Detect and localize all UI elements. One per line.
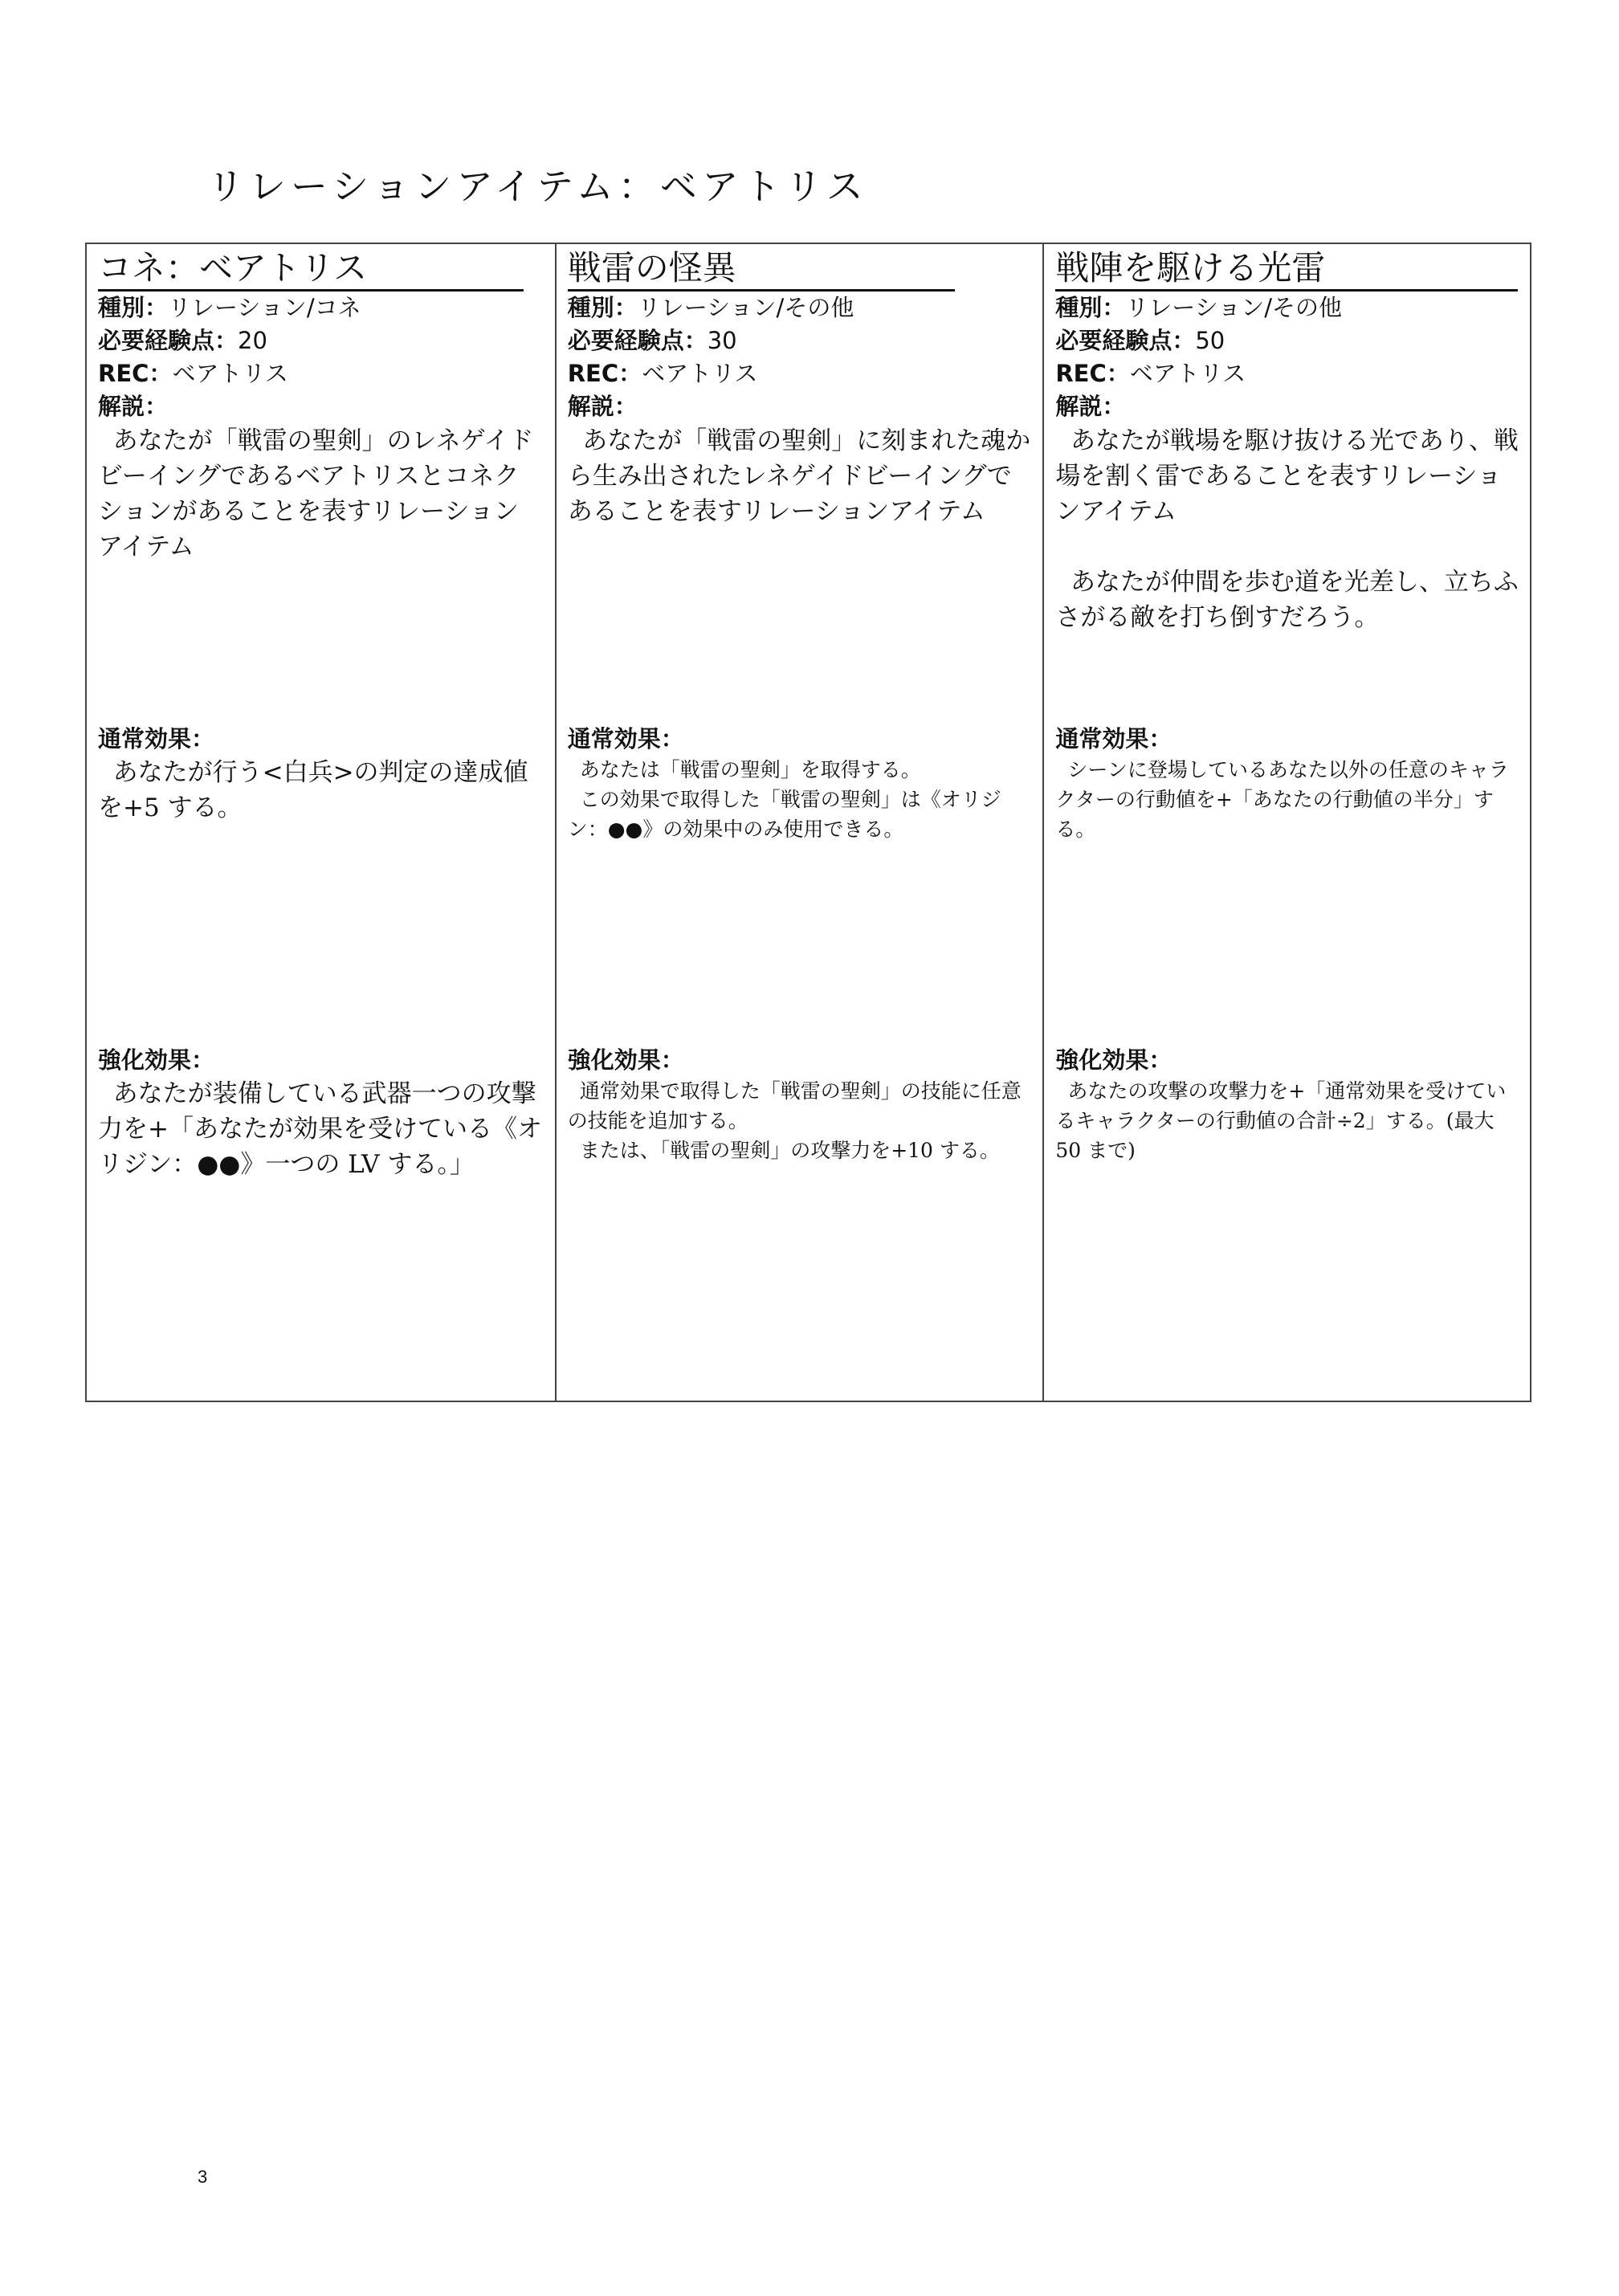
item-card-beatrice-connection bbox=[87, 244, 555, 1401]
item-rec: REC：ベアトリス bbox=[1055, 360, 1246, 387]
item-rec: REC：ベアトリス bbox=[567, 360, 758, 387]
item-xp: 必要経験点：30 bbox=[567, 327, 737, 354]
normal-effect-label: 通常効果： bbox=[98, 725, 215, 752]
page-title: リレーションアイテム：ベアトリス bbox=[207, 165, 868, 208]
normal-effect-text: この効果で取得した「戦雷の聖剣」は《オリジン：●●》の効果中のみ使用できる。 bbox=[567, 788, 1001, 841]
enhanced-effect-text: または、「戦雷の聖剣」の攻撃力を+10 する。 bbox=[579, 1139, 1000, 1162]
item-description: あなたが「戦雷の聖剣」に刻まれた魂から生み出されたレネゲイドビーイングであることを表すリレーションアイテム bbox=[567, 426, 1031, 526]
item-xp: 必要経験点：20 bbox=[98, 327, 267, 354]
enhanced-effect-section bbox=[1055, 1044, 1519, 1165]
item-card-senjin-kourai bbox=[1042, 244, 1530, 1401]
enhanced-effect-text: 通常効果で取得した「戦雷の聖剣」の技能に任意の技能を追加する。 bbox=[567, 1079, 1022, 1132]
enhanced-effect-section bbox=[98, 1044, 544, 1182]
item-desc-label: 解説： bbox=[1055, 393, 1126, 420]
enhanced-effect-section bbox=[568, 1044, 1032, 1165]
enhanced-effect-text: あなたが装備している武器一つの攻撃力を+「あなたが効果を受けている《オリジン：●●》一つの LV する。」 bbox=[98, 1079, 542, 1179]
page-number: 3 bbox=[198, 2167, 208, 2187]
paragraph-gap bbox=[1055, 529, 1519, 565]
normal-effect-section bbox=[568, 723, 1032, 844]
enhanced-effect-label: 強化効果： bbox=[98, 1046, 215, 1074]
item-name: 戦雷の怪異 bbox=[568, 247, 955, 292]
item-name: コネ：ベアトリス bbox=[98, 247, 524, 292]
enhanced-effect-text: あなたの攻撃の攻撃力を+「通常効果を受けているキャラクターの行動値の合計÷2」する。(最大 50 まで) bbox=[1055, 1079, 1507, 1162]
normal-effect-label: 通常効果： bbox=[567, 725, 684, 752]
item-rec: REC：ベアトリス bbox=[98, 360, 288, 387]
enhanced-effect-label: 強化効果： bbox=[1055, 1046, 1172, 1074]
item-description: あなたが「戦雷の聖剣」のレネゲイドビーイングであるベアトリスとコネクションがあることを表すリレーションアイテム bbox=[98, 426, 534, 561]
normal-effect-section bbox=[98, 723, 544, 826]
normal-effect-label: 通常効果： bbox=[1055, 725, 1172, 752]
normal-effect-text: シーンに登場しているあなた以外の任意のキャラクターの行動値を+「あなたの行動値の半分」する。 bbox=[1055, 758, 1509, 841]
item-name: 戦陣を駆ける光雷 bbox=[1055, 247, 1518, 292]
item-type: 種別：リレーション/その他 bbox=[567, 294, 854, 321]
item-type: 種別：リレーション/その他 bbox=[1055, 294, 1342, 321]
normal-effect-section bbox=[1055, 723, 1519, 844]
item-desc-label: 解説： bbox=[567, 393, 638, 420]
item-xp: 必要経験点：50 bbox=[1055, 327, 1225, 354]
item-desc-label: 解説： bbox=[98, 393, 169, 420]
item-type: 種別：リレーション/コネ bbox=[98, 294, 361, 321]
enhanced-effect-label: 強化効果： bbox=[567, 1046, 684, 1074]
normal-effect-text: あなたが行う<白兵>の判定の達成値を+5 する。 bbox=[98, 758, 528, 822]
item-description: あなたが戦場を駆け抜ける光であり、戦場を割く雷であることを表すリレーションアイテム bbox=[1055, 426, 1519, 526]
item-card-senrai-kaii bbox=[555, 244, 1043, 1401]
item-description: あなたが仲間を歩む道を光差し、立ちふさがる敵を打ち倒すだろう。 bbox=[1055, 568, 1519, 632]
normal-effect-text: あなたは「戦雷の聖剣」を取得する。 bbox=[579, 758, 921, 781]
item-table bbox=[85, 243, 1531, 1402]
